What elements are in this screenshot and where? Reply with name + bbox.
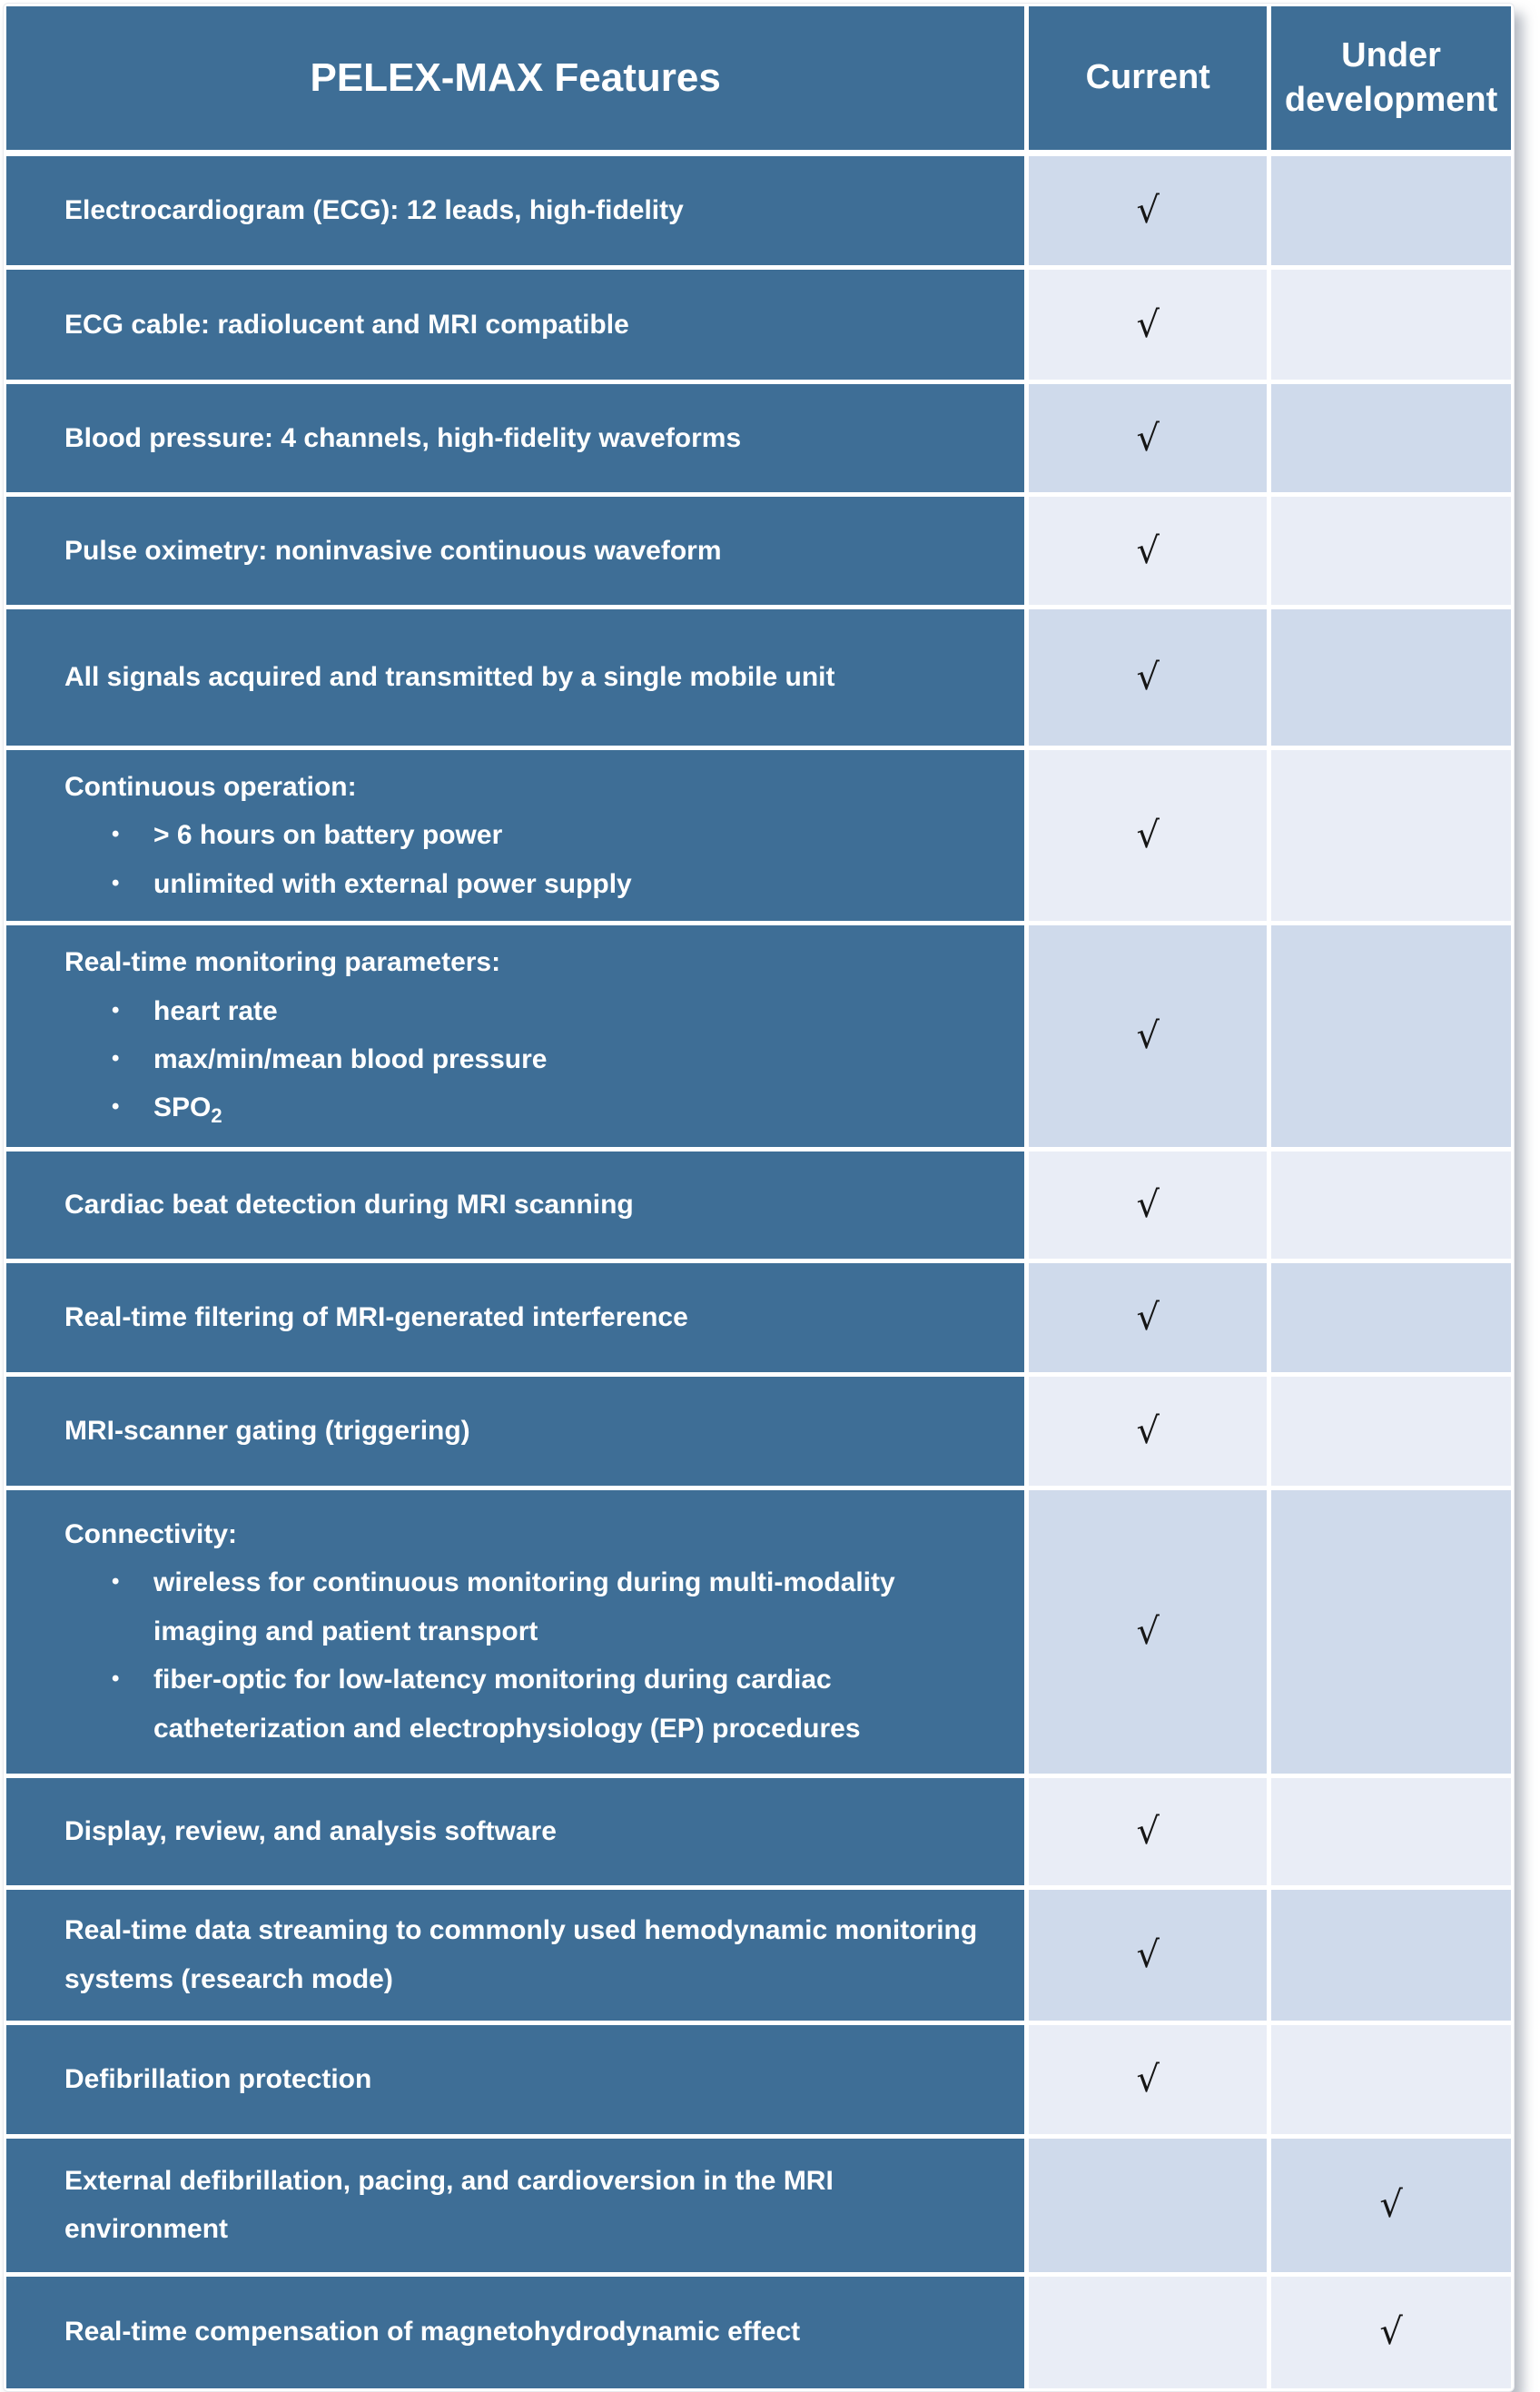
bullet-dot-icon: • [112, 1569, 120, 1595]
current-cell [1029, 384, 1267, 492]
feature-cell [6, 1152, 1024, 1259]
feature-text: Defibrillation protection [64, 2063, 372, 2094]
current-header: Current [1029, 6, 1267, 150]
feature-cell [6, 1490, 1024, 1774]
bullet-text: > 6 hours on battery power [153, 820, 503, 851]
check-icon: √ [1136, 1296, 1160, 1339]
feature-text: Connectivity: [64, 1519, 238, 1550]
features-header: PELEX-MAX Features [6, 6, 1024, 150]
check-icon: √ [1136, 417, 1160, 460]
bullet-dot-icon: • [112, 1045, 120, 1071]
current-cell [1029, 609, 1267, 746]
table-row [6, 2025, 1511, 2134]
check-icon: √ [1136, 1933, 1160, 1976]
check-icon: √ [1136, 1183, 1160, 1226]
under-development-cell [1271, 1263, 1511, 1372]
bullet-item [112, 1083, 999, 1133]
check-icon: √ [1136, 529, 1160, 572]
bullet-list [64, 811, 999, 908]
feature-cell [6, 384, 1024, 492]
feature-text: MRI-scanner gating (triggering) [64, 1415, 470, 1446]
bullet-item [112, 811, 999, 859]
table-row [6, 1490, 1511, 1774]
current-cell [1029, 1377, 1267, 1486]
under-development-cell [1271, 1490, 1511, 1774]
current-cell [1029, 2025, 1267, 2134]
feature-text: ECG cable: radiolucent and MRI compatible [64, 309, 629, 340]
table-row [6, 497, 1511, 605]
bullet-dot-icon: • [112, 822, 120, 847]
bullet-text: heart rate [153, 995, 278, 1026]
feature-text: Real-time data streaming to commonly used hemodynamic monitoring systems (research mode) [64, 1915, 978, 1994]
bullet-dot-icon: • [112, 870, 120, 895]
check-icon: √ [1136, 815, 1160, 857]
feature-cell [6, 1778, 1024, 1885]
feature-text: Real-time filtering of MRI-generated interference [64, 1301, 688, 1332]
current-cell [1029, 925, 1267, 1146]
table-row [6, 270, 1511, 380]
under-development-cell [1271, 1890, 1511, 2021]
under-development-cell [1271, 1152, 1511, 1259]
table-row [6, 384, 1511, 492]
feature-cell [6, 497, 1024, 605]
check-icon: √ [1136, 303, 1160, 346]
check-icon: √ [1136, 657, 1160, 698]
bullet-text: max/min/mean blood pressure [153, 1043, 548, 1074]
feature-cell [6, 1890, 1024, 2021]
current-cell [1029, 270, 1267, 380]
bullet-text: fiber-optic for low-latency monitoring during cardiac catheterization and electrophysiology (EP) procedures [153, 1665, 861, 1744]
check-icon: √ [1136, 1014, 1160, 1057]
feature-text: Blood pressure: 4 channels, high-fidelity waveforms [64, 422, 742, 453]
under-development-cell [1271, 609, 1511, 746]
current-cell [1029, 750, 1267, 921]
bullet-dot-icon: • [112, 1094, 120, 1120]
feature-cell [6, 2025, 1024, 2134]
feature-text: Cardiac beat detection during MRI scanning [64, 1189, 634, 1220]
check-icon: √ [1136, 190, 1160, 232]
subscript-2: 2 [211, 1104, 222, 1128]
bullet-item [112, 1558, 999, 1656]
table-row [6, 925, 1511, 1146]
feature-cell [6, 1377, 1024, 1486]
under-development-cell [1271, 1778, 1511, 1885]
under-development-cell [1271, 750, 1511, 921]
under-development-header: Under development [1271, 6, 1511, 150]
feature-text: All signals acquired and transmitted by a single mobile unit [64, 662, 835, 693]
feature-cell [6, 1263, 1024, 1372]
bullet-item [112, 987, 999, 1035]
check-icon: √ [1136, 1610, 1160, 1653]
bullet-item [112, 1656, 999, 1753]
table-row [6, 1152, 1511, 1259]
table-row [6, 750, 1511, 921]
feature-cell [6, 925, 1024, 1146]
feature-text: Real-time monitoring parameters: [64, 947, 501, 978]
under-development-cell [1271, 2139, 1511, 2272]
current-cell [1029, 1490, 1267, 1774]
bullet-text: $SPO_2$ [153, 1092, 222, 1128]
table-row [6, 609, 1511, 746]
feature-text: Electrocardiogram (ECG): 12 leads, high-fidelity [64, 195, 684, 226]
current-cell [1029, 156, 1267, 265]
under-development-cell [1271, 384, 1511, 492]
feature-text: Real-time compensation of magnetohydrodynamic effect [64, 2317, 801, 2348]
table-row [6, 2139, 1511, 2272]
bullet-list [64, 1558, 999, 1753]
bullet-dot-icon: • [112, 1666, 120, 1692]
under-development-cell [1271, 2025, 1511, 2134]
table-row [6, 1778, 1511, 1885]
feature-text: External defibrillation, pacing, and cardioversion in the MRI environment [64, 2165, 834, 2244]
bullet-item [112, 1035, 999, 1083]
feature-text: Pulse oximetry: noninvasive continuous waveform [64, 535, 722, 566]
check-icon: √ [1136, 1409, 1160, 1452]
header-row [6, 6, 1511, 150]
feature-cell [6, 750, 1024, 921]
feature-cell [6, 2277, 1024, 2388]
feature-table [3, 3, 1515, 2392]
check-icon: √ [1136, 2058, 1160, 2100]
bullet-item [112, 860, 999, 908]
under-development-cell [1271, 1377, 1511, 1486]
feature-cell [6, 609, 1024, 746]
check-icon: √ [1379, 2184, 1403, 2226]
table-row [6, 1890, 1511, 2021]
current-cell [1029, 1263, 1267, 1372]
bullet-list [64, 987, 999, 1134]
under-development-cell [1271, 497, 1511, 605]
current-cell [1029, 1778, 1267, 1885]
bullet-dot-icon: • [112, 997, 120, 1023]
feature-cell [6, 2139, 1024, 2272]
bullet-text: unlimited with external power supply [153, 868, 632, 899]
feature-text: Continuous operation: [64, 772, 357, 802]
under-development-cell [1271, 925, 1511, 1146]
under-development-cell [1271, 2277, 1511, 2388]
current-cell [1029, 1890, 1267, 2021]
current-cell [1029, 1152, 1267, 1259]
under-development-cell [1271, 156, 1511, 265]
table-row [6, 2277, 1511, 2388]
table-row [6, 1263, 1511, 1372]
check-icon: √ [1379, 2311, 1403, 2353]
feature-text: Display, review, and analysis software [64, 1815, 557, 1846]
feature-cell [6, 156, 1024, 265]
current-cell [1029, 497, 1267, 605]
table-row [6, 156, 1511, 265]
current-cell [1029, 2139, 1267, 2272]
bullet-text: wireless for continuous monitoring during multi-modality imaging and patient transport [153, 1567, 895, 1646]
table-row [6, 1377, 1511, 1486]
current-cell [1029, 2277, 1267, 2388]
check-icon: √ [1136, 1810, 1160, 1853]
under-development-cell [1271, 270, 1511, 380]
feature-cell [6, 270, 1024, 380]
